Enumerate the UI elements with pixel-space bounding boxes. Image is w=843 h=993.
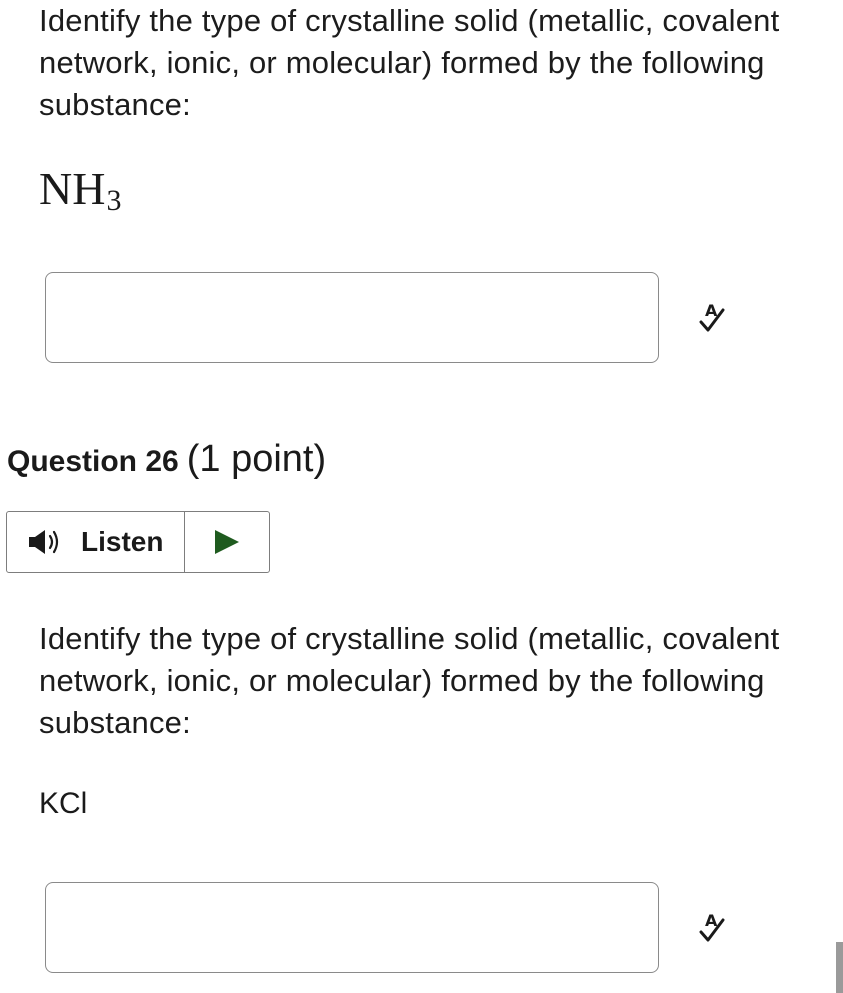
chemical-formula: KCl [39, 787, 88, 820]
formula-main: NH [39, 163, 106, 214]
listen-label: Listen [81, 526, 164, 557]
answer-input[interactable] [45, 882, 659, 973]
listen-button[interactable] [7, 512, 185, 572]
formula-subscript: 3 [106, 184, 122, 217]
svg-text:A: A [705, 301, 718, 320]
question-number: Question 26 [7, 445, 179, 478]
question-prompt: Identify the type of crystalline solid (metallic, covalent network, ionic, or molecular) formed by the following substance: [39, 621, 780, 740]
spell-check-icon[interactable] [693, 296, 733, 336]
spell-check-icon[interactable] [693, 906, 733, 946]
scrollbar-thumb[interactable] [836, 942, 843, 993]
svg-text:A: A [705, 911, 718, 930]
play-icon [211, 527, 243, 557]
question-heading [7, 434, 326, 487]
chemical-formula [39, 162, 121, 222]
listen-widget [6, 511, 270, 573]
question-points: (1 point) [186, 438, 327, 480]
question-prompt: Identify the type of crystalline solid (metallic, covalent network, ionic, or molecular) formed by the following substance: [39, 3, 780, 122]
speaker-icon [25, 527, 75, 557]
play-button[interactable] [185, 512, 269, 572]
answer-input[interactable] [45, 272, 659, 363]
